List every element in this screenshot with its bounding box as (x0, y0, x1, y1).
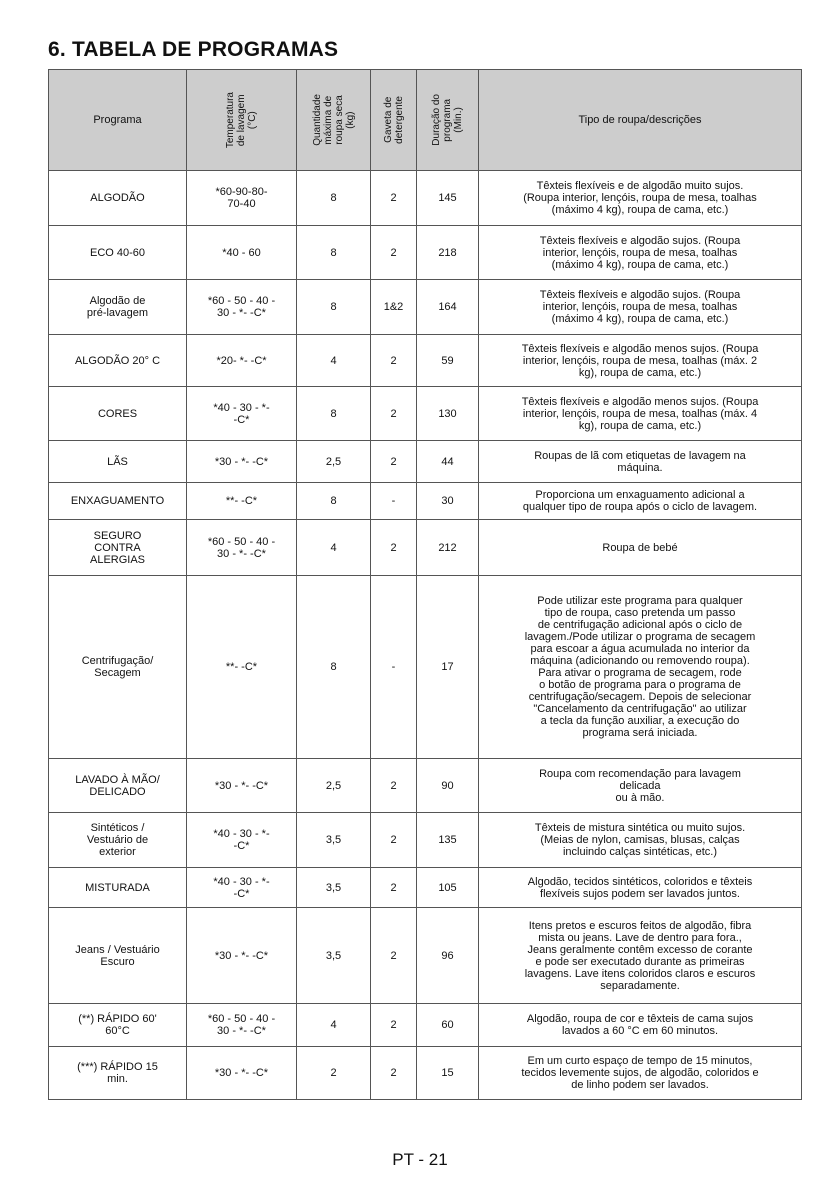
program-detergent-drawer: 2 (371, 1004, 417, 1047)
table-row (49, 226, 802, 280)
program-description: Roupas de lã com etiquetas de lavagem na máquina. (479, 441, 802, 483)
program-description: Em um curto espaço de tempo de 15 minutos, tecidos levemente sujos, de algodão, coloridos e de linho podem ser lavados. (479, 1047, 802, 1100)
program-name: ECO 40-60 (49, 226, 187, 280)
program-detergent-drawer: 2 (371, 226, 417, 280)
page-title: 6. TABELA DE PROGRAMAS (48, 38, 339, 61)
program-name: Centrifugação/ Secagem (49, 576, 187, 759)
table-row (49, 280, 802, 335)
program-description: Proporciona um enxaguamento adicional a qualquer tipo de roupa após o ciclo de lavagem. (479, 483, 802, 520)
program-description: Têxteis flexíveis e algodão menos sujos. (Roupa interior, lençóis, roupa de mesa, toalhas (máx. 4 kg), roupa de cama, etc.) (479, 387, 802, 441)
program-duration: 130 (417, 387, 479, 441)
program-description: Itens pretos e escuros feitos de algodão, fibra mista ou jeans. Lave de dentro para fora., Jeans geralmente contêm excesso de corante e pode ser executado durante as primeiras lavagens. Lave itens coloridos claros e escuros separadamente. (479, 908, 802, 1004)
program-detergent-drawer: 2 (371, 759, 417, 813)
program-max-load: 3,5 (297, 908, 371, 1004)
program-description: Roupa de bebé (479, 520, 802, 576)
program-detergent-drawer: 2 (371, 335, 417, 387)
program-detergent-drawer: 2 (371, 387, 417, 441)
program-duration: 145 (417, 171, 479, 226)
program-temperature: *20- *- -C* (187, 335, 297, 387)
program-name: Jeans / Vestuário Escuro (49, 908, 187, 1004)
program-max-load: 8 (297, 226, 371, 280)
program-description: Roupa com recomendação para lavagem delicada ou à mão. (479, 759, 802, 813)
header-max-load: Quantidade máxima de roupa seca (kg) (297, 70, 371, 171)
program-description: Têxteis de mistura sintética ou muito sujos. (Meias de nylon, camisas, blusas, calças incluindo calças sintéticas, etc.) (479, 813, 802, 868)
table-row (49, 1047, 802, 1100)
program-duration: 30 (417, 483, 479, 520)
program-temperature: *60 - 50 - 40 - 30 - *- -C* (187, 280, 297, 335)
program-name: LAVADO À MÃO/ DELICADO (49, 759, 187, 813)
program-max-load: 2,5 (297, 759, 371, 813)
program-detergent-drawer: 2 (371, 908, 417, 1004)
program-detergent-drawer: 2 (371, 520, 417, 576)
table-row (49, 387, 802, 441)
program-detergent-drawer: - (371, 576, 417, 759)
program-duration: 15 (417, 1047, 479, 1100)
program-temperature: *60-90-80- 70-40 (187, 171, 297, 226)
program-description: Têxteis flexíveis e algodão menos sujos. (Roupa interior, lençóis, roupa de mesa, toalhas (máx. 2 kg), roupa de cama, etc.) (479, 335, 802, 387)
program-temperature: *30 - *- -C* (187, 759, 297, 813)
header-duration: Duração do programa (Min.) (417, 70, 479, 171)
program-detergent-drawer: 1&2 (371, 280, 417, 335)
program-duration: 212 (417, 520, 479, 576)
header-description: Tipo de roupa/descrições (479, 70, 802, 171)
table-row (49, 171, 802, 226)
program-duration: 44 (417, 441, 479, 483)
program-description: Têxteis flexíveis e algodão sujos. (Roupa interior, lençóis, roupa de mesa, toalhas (máximo 4 kg), roupa de cama, etc.) (479, 280, 802, 335)
program-description: Pode utilizar este programa para qualquer tipo de roupa, caso pretenda um passo de centrifugação adicional após o ciclo de lavagem./Pode utilizar o programa de secagem para escoar a água acumulada no interior da máquina (adicionando ou removendo roupa). Para ativar o programa de secagem, rode o botão de programa para o programa de centrifugação/secagem. Depois de selecionar "Cancelamento da centrifugação" ao utilizar a tecla da função auxiliar, a execução do programa será iniciada. (479, 576, 802, 759)
program-max-load: 8 (297, 280, 371, 335)
program-name: CORES (49, 387, 187, 441)
program-temperature: *60 - 50 - 40 - 30 - *- -C* (187, 520, 297, 576)
table-row (49, 1004, 802, 1047)
table-row (49, 868, 802, 908)
program-max-load: 2 (297, 1047, 371, 1100)
program-detergent-drawer: 2 (371, 868, 417, 908)
program-duration: 60 (417, 1004, 479, 1047)
program-name: (**) RÁPIDO 60' 60°C (49, 1004, 187, 1047)
program-duration: 105 (417, 868, 479, 908)
program-name: (***) RÁPIDO 15 min. (49, 1047, 187, 1100)
table-row (49, 908, 802, 1004)
table-header-row (49, 70, 802, 171)
program-name: LÃS (49, 441, 187, 483)
program-duration: 218 (417, 226, 479, 280)
program-max-load: 2,5 (297, 441, 371, 483)
program-duration: 59 (417, 335, 479, 387)
programs-table (48, 69, 802, 1100)
program-temperature: *30 - *- -C* (187, 908, 297, 1004)
program-max-load: 8 (297, 171, 371, 226)
program-duration: 90 (417, 759, 479, 813)
program-temperature: **- -C* (187, 483, 297, 520)
program-name: SEGURO CONTRA ALERGIAS (49, 520, 187, 576)
program-name: ALGODÃO 20° C (49, 335, 187, 387)
program-temperature: *40 - 30 - *- -C* (187, 387, 297, 441)
program-max-load: 3,5 (297, 813, 371, 868)
program-detergent-drawer: 2 (371, 441, 417, 483)
program-name: Algodão de pré-lavagem (49, 280, 187, 335)
program-detergent-drawer: 2 (371, 171, 417, 226)
table-row (49, 520, 802, 576)
program-name: MISTURADA (49, 868, 187, 908)
program-duration: 96 (417, 908, 479, 1004)
program-detergent-drawer: - (371, 483, 417, 520)
program-duration: 164 (417, 280, 479, 335)
program-name: Sintéticos / Vestuário de exterior (49, 813, 187, 868)
program-temperature: *40 - 30 - *- -C* (187, 868, 297, 908)
program-duration: 135 (417, 813, 479, 868)
program-detergent-drawer: 2 (371, 813, 417, 868)
program-temperature: **- -C* (187, 576, 297, 759)
program-description: Têxteis flexíveis e de algodão muito sujos. (Roupa interior, lençóis, roupa de mesa, toalhas (máximo 4 kg), roupa de cama, etc.) (479, 171, 802, 226)
program-description: Algodão, tecidos sintéticos, coloridos e têxteis flexíveis sujos podem ser lavados juntos. (479, 868, 802, 908)
program-name: ENXAGUAMENTO (49, 483, 187, 520)
program-detergent-drawer: 2 (371, 1047, 417, 1100)
program-description: Têxteis flexíveis e algodão sujos. (Roupa interior, lençóis, roupa de mesa, toalhas (máximo 4 kg), roupa de cama, etc.) (479, 226, 802, 280)
table-row (49, 576, 802, 759)
table-row (49, 813, 802, 868)
table-row (49, 335, 802, 387)
program-name: ALGODÃO (49, 171, 187, 226)
table-row (49, 483, 802, 520)
page-number: PT - 21 (392, 1150, 448, 1169)
program-temperature: *60 - 50 - 40 - 30 - *- -C* (187, 1004, 297, 1047)
table-row (49, 759, 802, 813)
program-max-load: 8 (297, 387, 371, 441)
program-max-load: 4 (297, 1004, 371, 1047)
header-program: Programa (49, 70, 187, 171)
header-temperature: Temperatura de lavagem (°C) (187, 70, 297, 171)
program-max-load: 3,5 (297, 868, 371, 908)
program-max-load: 4 (297, 335, 371, 387)
program-duration: 17 (417, 576, 479, 759)
program-temperature: *40 - 60 (187, 226, 297, 280)
table-row (49, 441, 802, 483)
program-max-load: 8 (297, 576, 371, 759)
program-max-load: 8 (297, 483, 371, 520)
program-description: Algodão, roupa de cor e têxteis de cama sujos lavados a 60 °C em 60 minutos. (479, 1004, 802, 1047)
program-temperature: *30 - *- -C* (187, 441, 297, 483)
program-temperature: *30 - *- -C* (187, 1047, 297, 1100)
header-detergent-drawer: Gaveta de detergente (371, 70, 417, 171)
program-max-load: 4 (297, 520, 371, 576)
program-temperature: *40 - 30 - *- -C* (187, 813, 297, 868)
